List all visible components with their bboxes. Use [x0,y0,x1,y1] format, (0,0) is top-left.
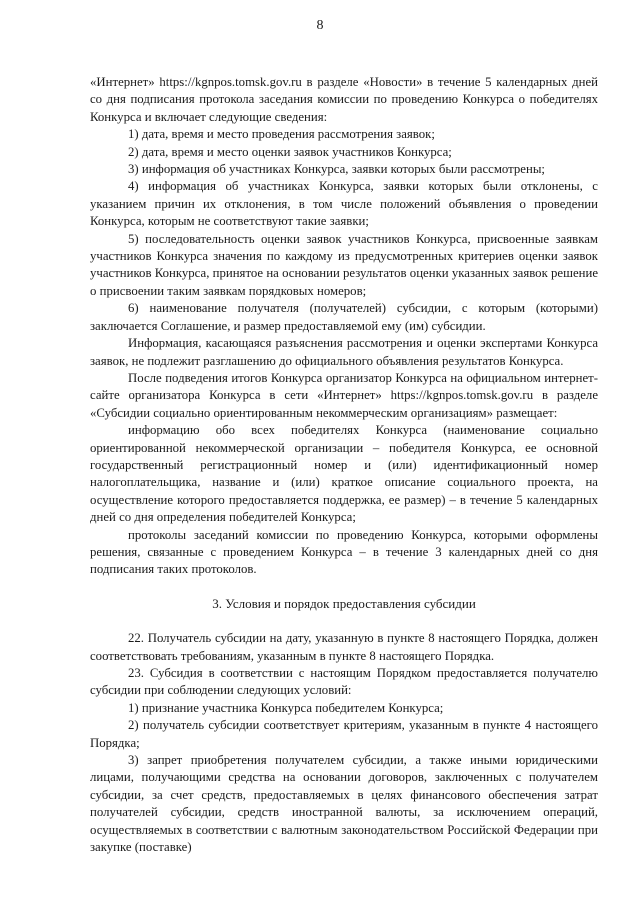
document-body [90,74,598,856]
paragraph: протоколы заседаний комиссии по проведению Конкурса, которыми оформлены решения, связанные с проведением Конкурса – в течение 3 календарных дней со дня подписания таких протоколов. [90,527,598,577]
list-item: 4) информация об участниках Конкурса, заявки которых были отклонены, с указанием причин их отклонения, в том числе положений объявления о проведении Конкурса, которым не соответствуют такие заявки; [90,179,598,229]
list-item: 6) наименование получателя (получателей) субсидии, с которым (которыми) заключается Соглашение, и размер предоставляемой ему (им) субсидии. [90,301,598,333]
paragraph: «Интернет» https://kgnpos.tomsk.gov.ru в разделе «Новости» в течение 5 календарных дней со дня подписания протокола заседания комиссии по проведению Конкурса о победителях Конкурса и включает следующие сведения: [90,75,598,124]
paragraph: После подведения итогов Конкурса организатор Конкурса на официальном интернет-сайте организатора Конкурса в сети «Интернет» https://kgnpos.tomsk.gov.ru в разделе «Субсидии социально ориентированным некоммерческим организациям» размещает: [90,370,598,420]
list-item: 1) дата, время и место проведения рассмотрения заявок; [128,127,435,142]
paragraph: 23. Субсидия в соответствии с настоящим Порядком предоставляется получателю субсидии при соблюдении следующих условий: [90,666,598,698]
paragraph: 22. Получатель субсидии на дату, указанную в пункте 8 настоящего Порядка, должен соответствовать требованиям, указанным в пункте 8 настоящего Порядка. [90,631,598,663]
list-item: 3) информация об участниках Конкурса, заявки которых были рассмотрены; [128,162,545,177]
paragraph: информацию обо всех победителях Конкурса (наименование социально ориентированной некоммерческой организации – победителя Конкурса, ее основной государственный регистрационный номер и (или) идентификационный номер налогоплательщика, название и (или) краткое описание социального проекта, на осуществление которого предоставляется поддержка, ее размер) – в течение 5 календарных дней со дня определения победителей Конкурса; [90,423,598,525]
list-item: 1) признание участника Конкурса победителем Конкурса; [128,700,444,715]
section-title: 3. Условия и порядок предоставления субсидии [212,595,476,611]
paragraph: Информация, касающаяся разъяснения рассмотрения и оценки экспертами Конкурса заявок, не подлежит разглашению до официального объявления результатов Конкурса. [90,336,598,368]
list-item: 5) последовательность оценки заявок участников Конкурса, присвоенные заявкам участников Конкурса значения по каждому из предусмотренных критериев оценки заявок участников Конкурса, принятое на основании результатов оценки указанных заявок решение о присвоении таким заявкам порядковых номеров; [90,231,598,298]
page-number: 8 [316,18,324,33]
list-item: 2) дата, время и место оценки заявок участников Конкурса; [128,144,452,159]
list-item: 2) получатель субсидии соответствует критериям, указанным в пункте 4 настоящего Порядка; [90,718,598,750]
list-item: 3) запрет приобретения получателем субсидии, а также иными юридическими лицами, получающими средства на основании договоров, заключенных с получателем субсидии, за счет средств, предоставляемых в целях финансового обеспечения затрат получателей субсидии, средств иностранной валюты, за исключением операций, осуществляемых в соответствии с валютным законодательством Российской Федерации при закупке (поставке) [90,753,598,855]
